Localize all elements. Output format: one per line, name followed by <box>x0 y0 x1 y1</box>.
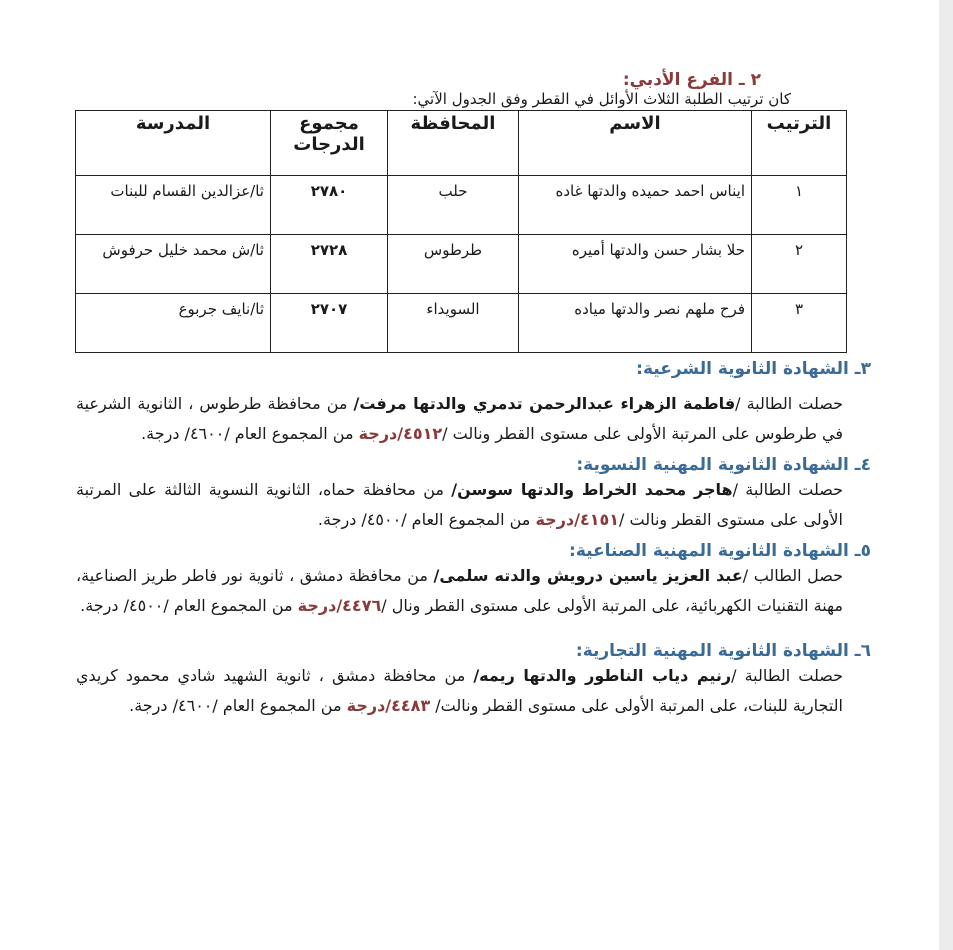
sharia-student-name: فاطمة الزهراء عبدالرحمن تدمري والدتها مرفت/ <box>353 394 736 413</box>
document-page <box>38 70 871 721</box>
cell-name: حلا بشار حسن والدتها أميره <box>519 235 752 294</box>
literary-heading: ٢ ـ الفرع الأدبي: <box>622 70 761 90</box>
commercial-text-mid: من محافظة دمشق ، ثانوية الشهيد شادي محمود كريدي التجارية للبنات، على المرتبة الأولى على مستوى القطر ونالت/ <box>76 666 843 715</box>
cell-total: ٢٧٢٨ <box>271 235 388 294</box>
cell-school: ثا/نايف جربوع <box>76 294 271 353</box>
feminine-paragraph <box>38 475 871 535</box>
header-rank: الترتيب <box>752 111 847 176</box>
commercial-student-name: رنيم دياب الناطور والدتها ريمه/ <box>473 666 732 685</box>
cell-name: ايناس احمد حميده والدتها غاده <box>519 176 752 235</box>
industrial-student-name: عبد العزيز ياسين درويش والدته سلمى/ <box>433 566 743 585</box>
literary-intro: كان ترتيب الطلبة الثلاث الأوائل في القطر وفق الجدول الآتي: <box>412 90 791 108</box>
header-governorate: المحافظة <box>388 111 519 176</box>
commercial-score: ٤٤٨٣/درجة <box>346 696 431 715</box>
cell-school: ثا/ش محمد خليل حرفوش <box>76 235 271 294</box>
feminine-section <box>38 455 871 535</box>
table-row <box>76 294 847 353</box>
commercial-paragraph <box>38 661 871 721</box>
page-edge <box>939 0 953 950</box>
cell-governorate: طرطوس <box>388 235 519 294</box>
commercial-text-end: من المجموع العام /٤٦٠٠/ درجة. <box>129 696 347 715</box>
feminine-student-name: هاجر محمد الخراط والدتها سوسن/ <box>451 480 733 499</box>
feminine-heading: ٤ـ الشهادة الثانوية المهنية النسوية: <box>576 455 871 475</box>
industrial-score: ٤٤٧٦/درجة <box>297 596 382 615</box>
feminine-score: ٤١٥١/درجة <box>535 510 620 529</box>
feminine-text-start: حصلت الطالبة / <box>732 480 844 499</box>
cell-rank: ١ <box>752 176 847 235</box>
cell-rank: ٢ <box>752 235 847 294</box>
sharia-section <box>38 359 871 449</box>
feminine-text-end: من المجموع العام /٤٥٠٠/ درجة. <box>317 510 536 529</box>
sharia-heading: ٣ـ الشهادة الثانوية الشرعية: <box>636 359 871 379</box>
sharia-text-mid: من محافظة طرطوس ، الثانوية الشرعية في طرطوس على المرتبة الأولى على مستوى القطر ونالت / <box>76 394 843 443</box>
commercial-text-start: حصلت الطالبة / <box>731 666 844 685</box>
sharia-text-end: من المجموع العام /٤٦٠٠/ درجة. <box>141 424 359 443</box>
industrial-paragraph <box>38 561 871 621</box>
commercial-heading: ٦ـ الشهادة الثانوية المهنية التجارية: <box>575 641 871 661</box>
industrial-heading: ٥ـ الشهادة الثانوية المهنية الصناعية: <box>569 541 871 561</box>
commercial-section <box>38 641 871 721</box>
industrial-text-end: من المجموع العام /٤٥٠٠/ درجة. <box>80 596 298 615</box>
feminine-text-mid: من محافظة حماه، الثانوية النسوية الثالثة على المرتبة الأولى على مستوى القطر ونالت / <box>76 480 843 529</box>
header-total: مجموع الدرجات <box>271 111 388 176</box>
header-name: الاسم <box>519 111 752 176</box>
industrial-text-start: حصل الطالب / <box>742 566 844 585</box>
industrial-text-mid: من محافظة دمشق ، ثانوية نور فاطر طريز الصناعية، مهنة التقنيات الكهربائية، على المرتبة الأولى على مستوى القطر ونال / <box>76 566 843 615</box>
table-row <box>76 176 847 235</box>
literary-results-table <box>75 110 847 353</box>
cell-name: فرح ملهم نصر والدتها مياده <box>519 294 752 353</box>
sharia-text-start: حصلت الطالبة / <box>735 394 844 413</box>
cell-governorate: حلب <box>388 176 519 235</box>
table-row <box>76 235 847 294</box>
sharia-score: ٤٥١٢/درجة <box>358 424 443 443</box>
table-header-row <box>76 111 847 176</box>
industrial-section <box>38 541 871 621</box>
cell-school: ثا/عزالدين القسام للبنات <box>76 176 271 235</box>
cell-governorate: السويداء <box>388 294 519 353</box>
cell-rank: ٣ <box>752 294 847 353</box>
header-school: المدرسة <box>76 111 271 176</box>
sharia-paragraph <box>38 389 871 449</box>
cell-total: ٢٧٠٧ <box>271 294 388 353</box>
cell-total: ٢٧٨٠ <box>271 176 388 235</box>
